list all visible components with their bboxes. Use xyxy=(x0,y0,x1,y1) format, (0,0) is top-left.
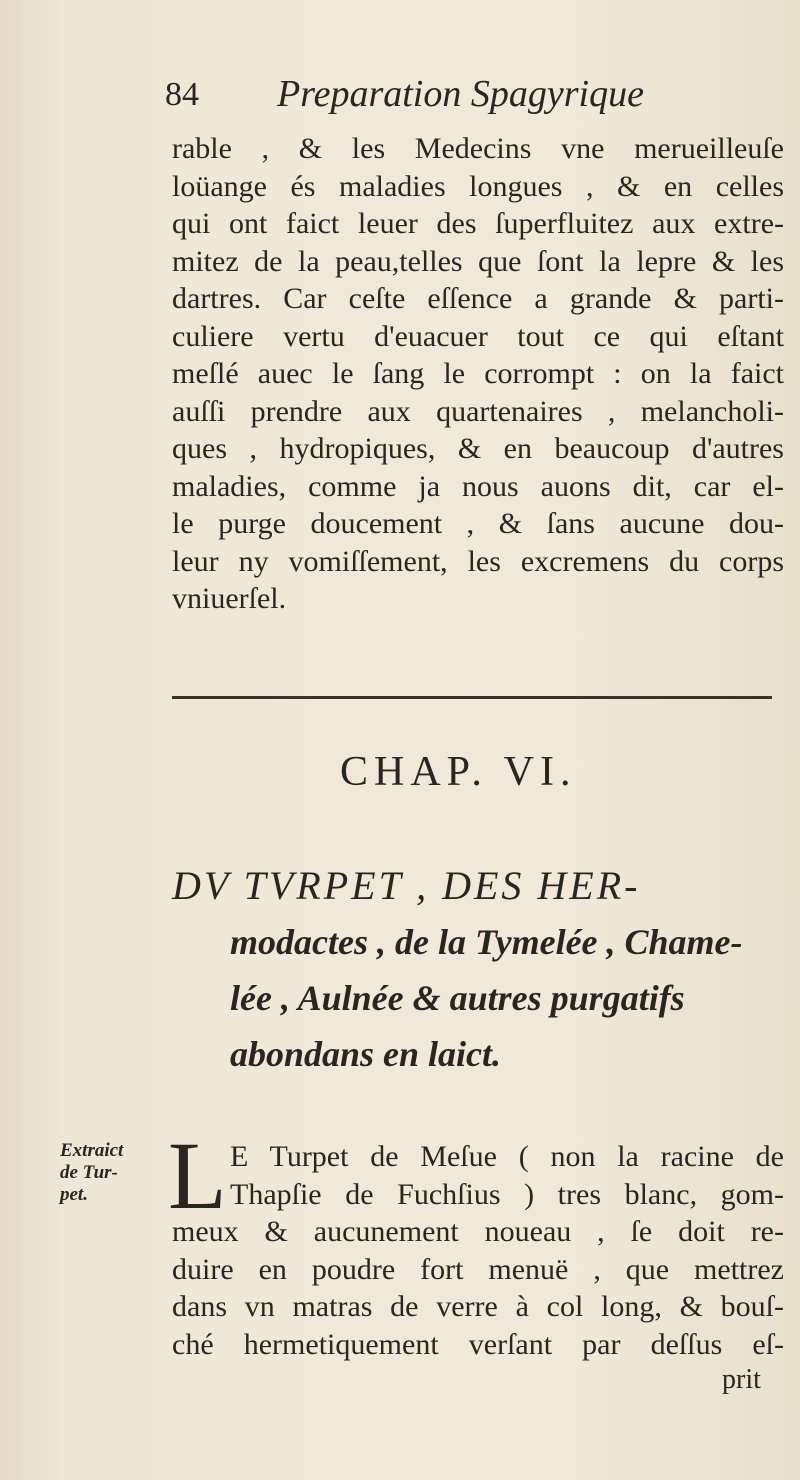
marginal-note-line: de Tur- xyxy=(60,1162,118,1183)
marginal-note-line: pet. xyxy=(60,1184,88,1205)
chapter-heading: CHAP. VI. xyxy=(340,749,577,795)
text-line: auſſi prendre aux quartenaires , melancholi- xyxy=(172,394,784,428)
text-line: ché hermetiquement verſant par deſſus eſ- xyxy=(172,1327,784,1361)
page-number: 84 xyxy=(165,76,199,113)
chapter-title-line: lée , Aulnée & autres purgatifs xyxy=(230,978,685,1018)
running-title: Preparation Spagyrique xyxy=(277,73,644,115)
chapter-title-line: modactes , de la Tymelée , Chame- xyxy=(230,922,743,962)
text-line: rable , & les Medecins vne merueilleuſe xyxy=(172,132,784,165)
body-text xyxy=(172,130,784,618)
paragraph-text xyxy=(172,1138,784,1363)
catchword: prit xyxy=(722,1364,761,1395)
chapter-title-line: abondans en laict. xyxy=(230,1034,502,1074)
text-line: dartres. Car ceſte eſſence a grande & parti- xyxy=(172,282,784,315)
text-line: maladies, comme ja nous auons dit, car el- xyxy=(172,469,784,503)
drop-cap: L xyxy=(168,1122,227,1229)
text-line: Thapſie de Fuchſius ) tres blanc, gom- xyxy=(230,1177,784,1211)
text-line: dans vn matras de verre à col long, & bouſ- xyxy=(172,1290,784,1323)
page-header xyxy=(165,72,765,122)
text-line: loüange és maladies longues , & en celles xyxy=(172,169,784,203)
chapter-title xyxy=(172,858,792,1082)
text-line: meux & aucunement noueau , ſe doit re- xyxy=(172,1215,784,1248)
marginal-note xyxy=(60,1140,170,1206)
text-line: meſlé auec le ſang le corrompt : on la faict xyxy=(172,357,784,390)
text-line: duire en poudre fort menuë , que mettrez xyxy=(172,1252,784,1286)
text-line: mitez de la peau,telles que ſont la lepre & les xyxy=(172,244,784,278)
chapter-title-line: DV TVRPET , DES HER- xyxy=(172,863,641,908)
text-line: culiere vertu d'euacuer tout ce qui eſtant xyxy=(172,319,784,353)
text-line: E Turpet de Meſue ( non la racine de xyxy=(230,1140,784,1173)
text-line: leur ny vomiſſement, les excremens du corps xyxy=(172,544,784,578)
text-line: vniuerſel. xyxy=(172,582,287,615)
text-line: le purge doucement , & ſans aucune dou- xyxy=(172,507,784,540)
marginal-note-line: Extraict xyxy=(60,1140,124,1161)
text-line: qui ont faict leuer des ſuperfluitez aux extre- xyxy=(172,207,784,240)
section-divider xyxy=(172,696,772,699)
text-line: ques , hydropiques, & en beaucoup d'autres xyxy=(172,432,784,465)
